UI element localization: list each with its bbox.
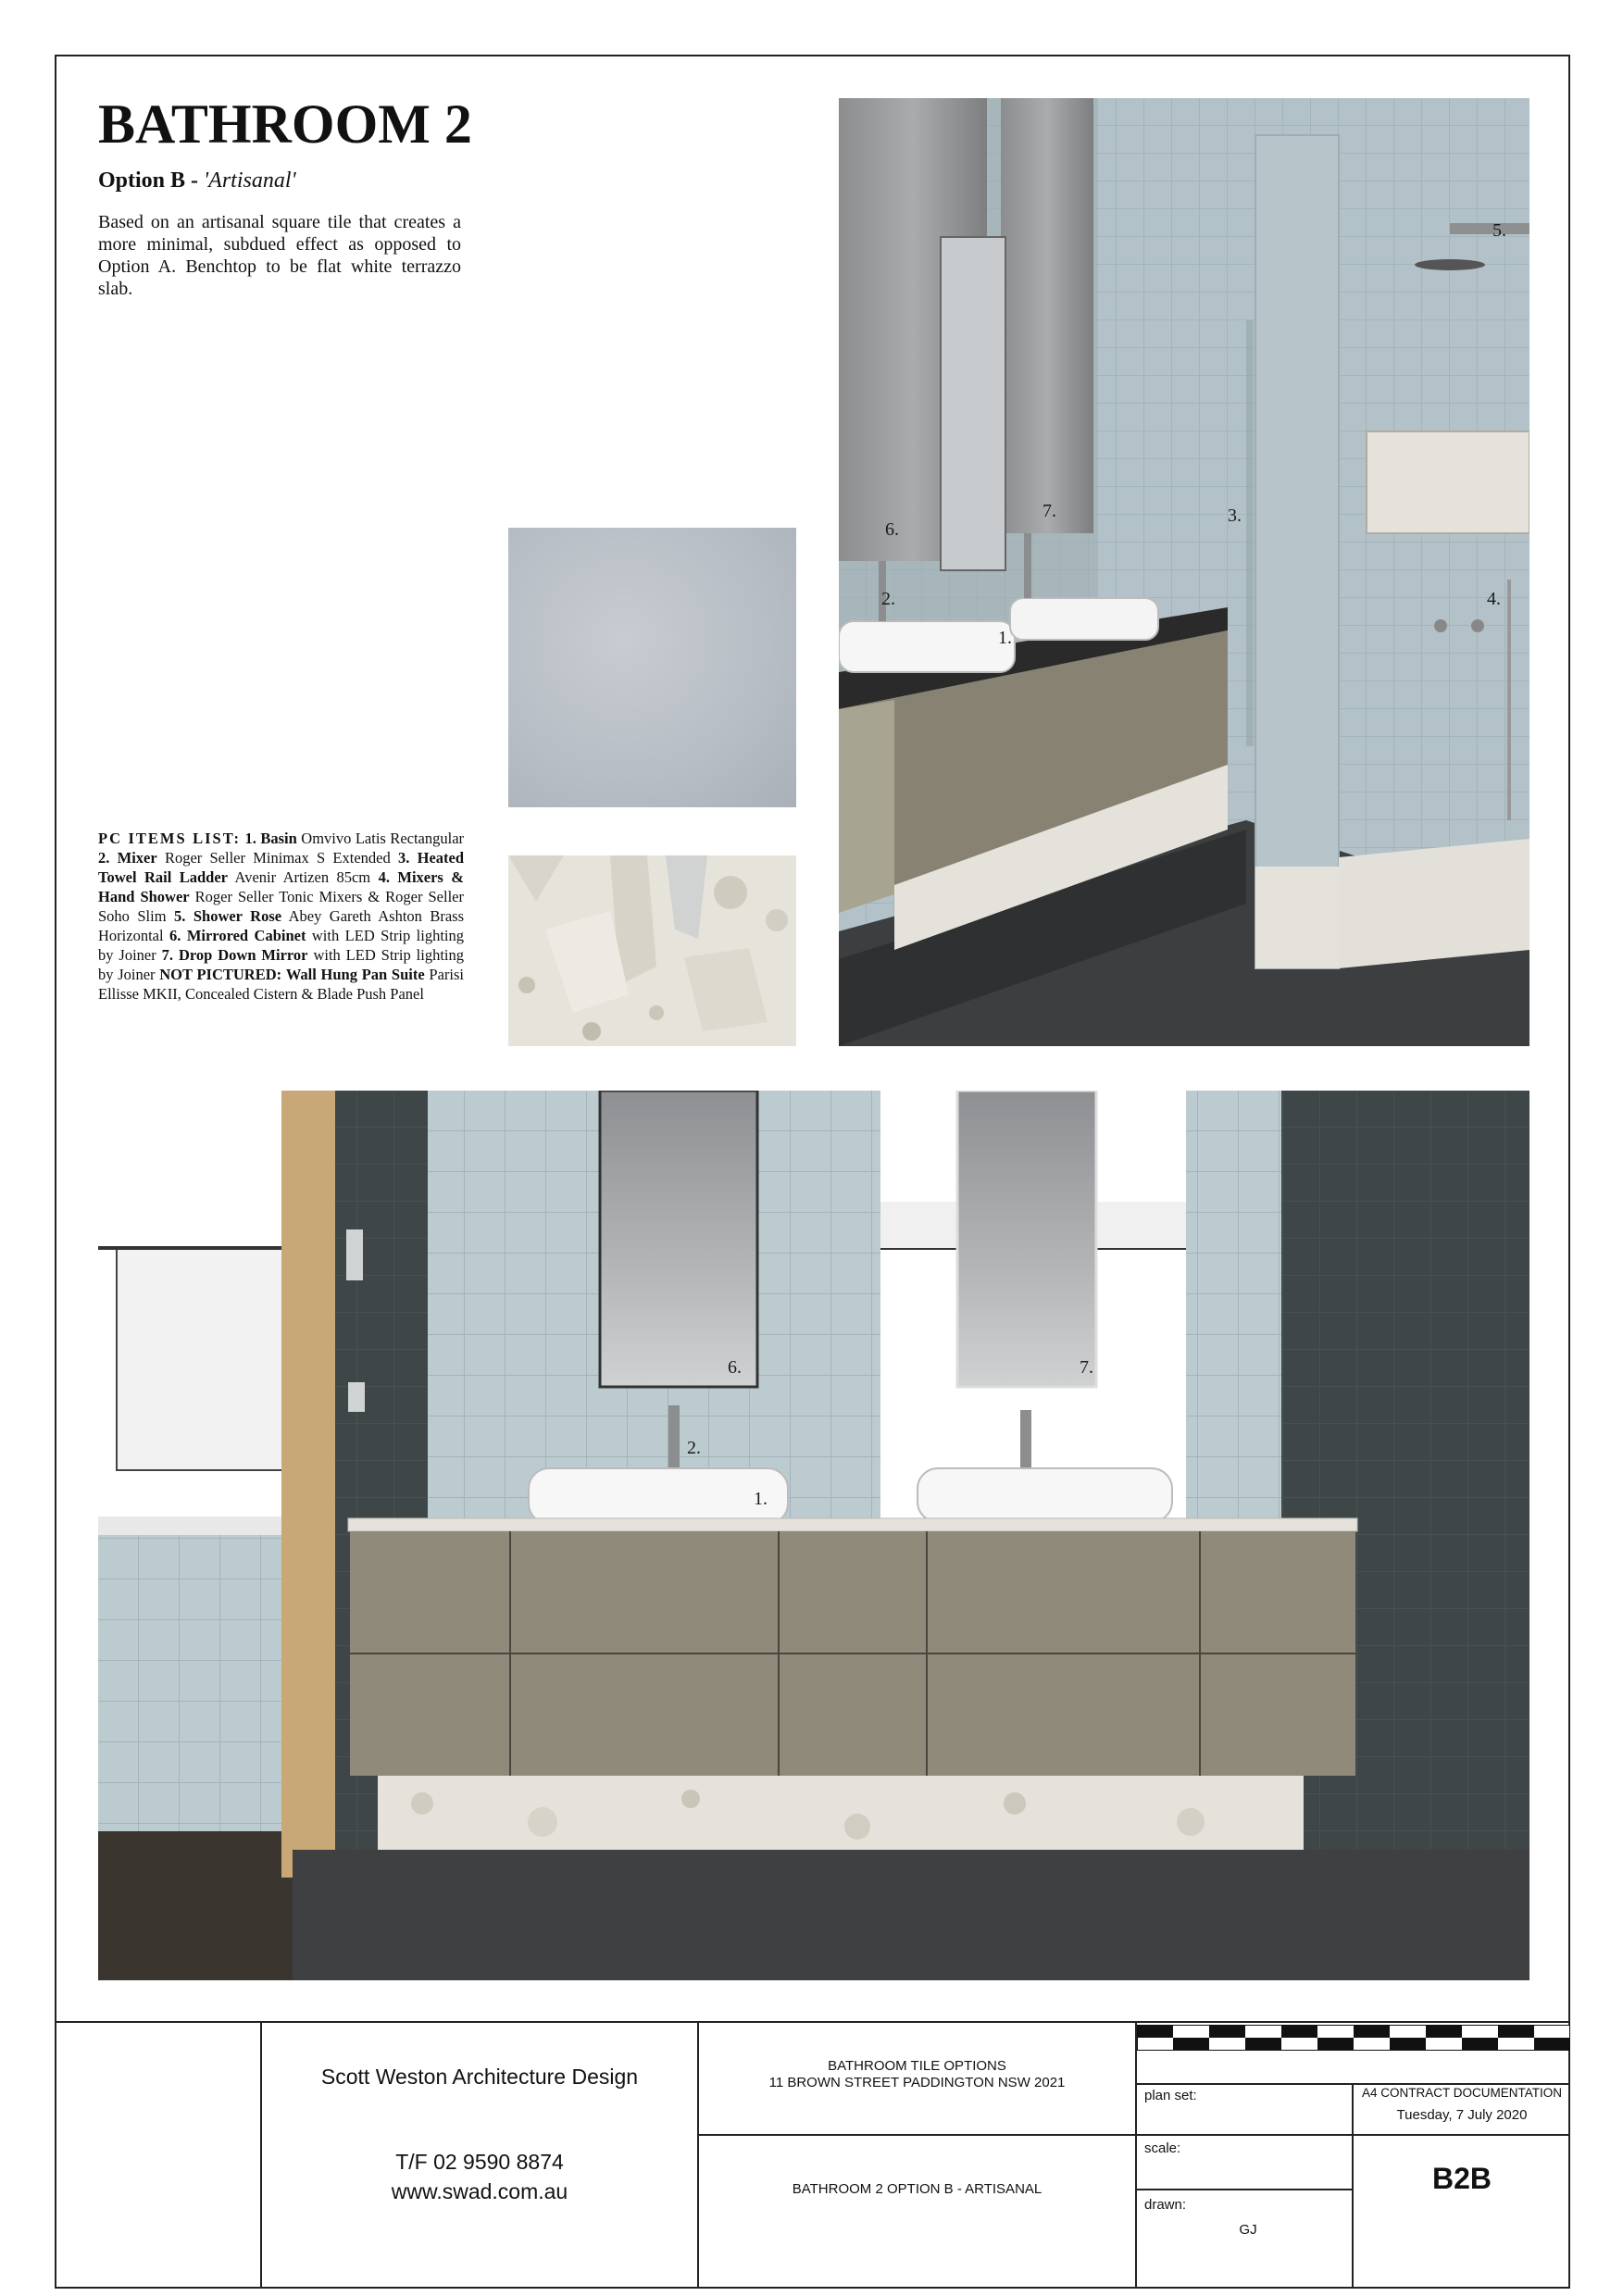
pc-items-heading: PC ITEMS LIST: [98,830,242,847]
drawing-title: BATHROOM 2 OPTION B - ARTISANAL [792,2181,1042,2197]
option-subtitle [98,168,296,193]
drawn-label: drawn: [1144,2197,1187,2213]
project-address: 11 BROWN STREET PADDINGTON NSW 2021 [768,2075,1066,2090]
pc-item-num: 5. [174,907,186,925]
pc-item-num: 4. [378,868,390,886]
option-label: Option B - [98,168,205,193]
plan-set-label: plan set: [1144,2088,1197,2103]
pc-item-detail: Roger Seller Minimax S Extended [164,849,391,867]
scale-label: scale: [1144,2140,1181,2156]
callout-5-top: 5. [1492,220,1506,241]
terrazzo-swatch [508,855,796,1046]
pc-item-name: Basin [260,830,297,847]
date: Tuesday, 7 July 2020 [1396,2107,1528,2123]
drawn-value: GJ [1239,2222,1257,2238]
not-pictured-label: NOT PICTURED: [159,966,282,983]
callout-7-top: 7. [1042,501,1056,521]
pc-item-num: 2. [98,849,110,867]
callout-2-top: 2. [881,589,895,609]
callout-1-bottom: 1. [754,1489,768,1509]
pc-item-detail: Omvivo Latis Rectangular [301,830,465,847]
title-block-divider [1135,2021,1137,2289]
pc-item-name: Mirrored Cabinet [186,927,306,944]
pc-item-num: 3. [397,849,410,867]
company-website: www.swad.com.au [391,2179,568,2203]
project-title: BATHROOM TILE OPTIONS [828,2058,1006,2074]
callout-1-top: 1. [998,628,1012,648]
perspective-render [839,98,1529,1046]
not-pictured-detail: Parisi Ellisse MKII, Concealed Cistern & Blade Push Panel [98,966,464,1003]
pc-item-name: Shower Rose [193,907,282,925]
pc-item-num: 7. [161,946,174,964]
pc-item-num: 1. [244,830,256,847]
option-name: 'Artisanal' [204,168,296,193]
pc-items-list [98,829,464,1004]
page-title: BATHROOM 2 [98,94,472,155]
callout-3-top: 3. [1228,505,1242,526]
scale-bar [1137,2025,1570,2051]
pc-item-num: 6. [169,927,181,944]
tile-swatch [508,528,796,807]
elevation-render [98,1091,1529,1980]
company-name: Scott Weston Architecture Design [320,2065,639,2089]
sheet-number: B2B [1431,2162,1492,2195]
pc-item-name: Mixers & Hand Shower [98,868,465,905]
pc-item-name: Heated Towel Rail Ladder [98,849,465,886]
pc-item-name: Drop Down Mirror [178,946,308,964]
title-block-rule [1135,2083,1570,2085]
callout-2-bottom: 2. [687,1438,701,1458]
pc-item-detail: with LED Strip lighting by Joiner [98,946,465,983]
title-block-rule [1135,2134,1570,2136]
pc-item-detail: with LED Strip lighting by Joiner [98,927,465,964]
callout-7-bottom: 7. [1080,1357,1093,1378]
title-block-rule [1135,2189,1352,2190]
plan-set-value: A4 CONTRACT DOCUMENTATION [1361,2086,1562,2100]
pc-item-detail: Abey Gareth Ashton Brass Horizontal [98,907,465,944]
callout-4-top: 4. [1487,589,1501,609]
pc-item-name: Mixer [117,849,157,867]
not-pictured-name: Wall Hung Pan Suite [285,966,425,983]
callout-6-bottom: 6. [728,1357,742,1378]
pc-item-detail: Avenir Artizen 85cm [234,868,371,886]
company-phone: T/F 02 9590 8874 [395,2150,564,2174]
pc-item-detail: Roger Seller Tonic Mixers & Roger Seller Soho Slim [98,888,464,925]
option-description: Based on an artisanal square tile that creates a more minimal, subdued effect as opposed to Option A. Benchtop to be flat white terrazzo slab. [98,212,461,299]
callout-6-top: 6. [885,519,899,540]
title-block-rule [697,2134,1135,2136]
